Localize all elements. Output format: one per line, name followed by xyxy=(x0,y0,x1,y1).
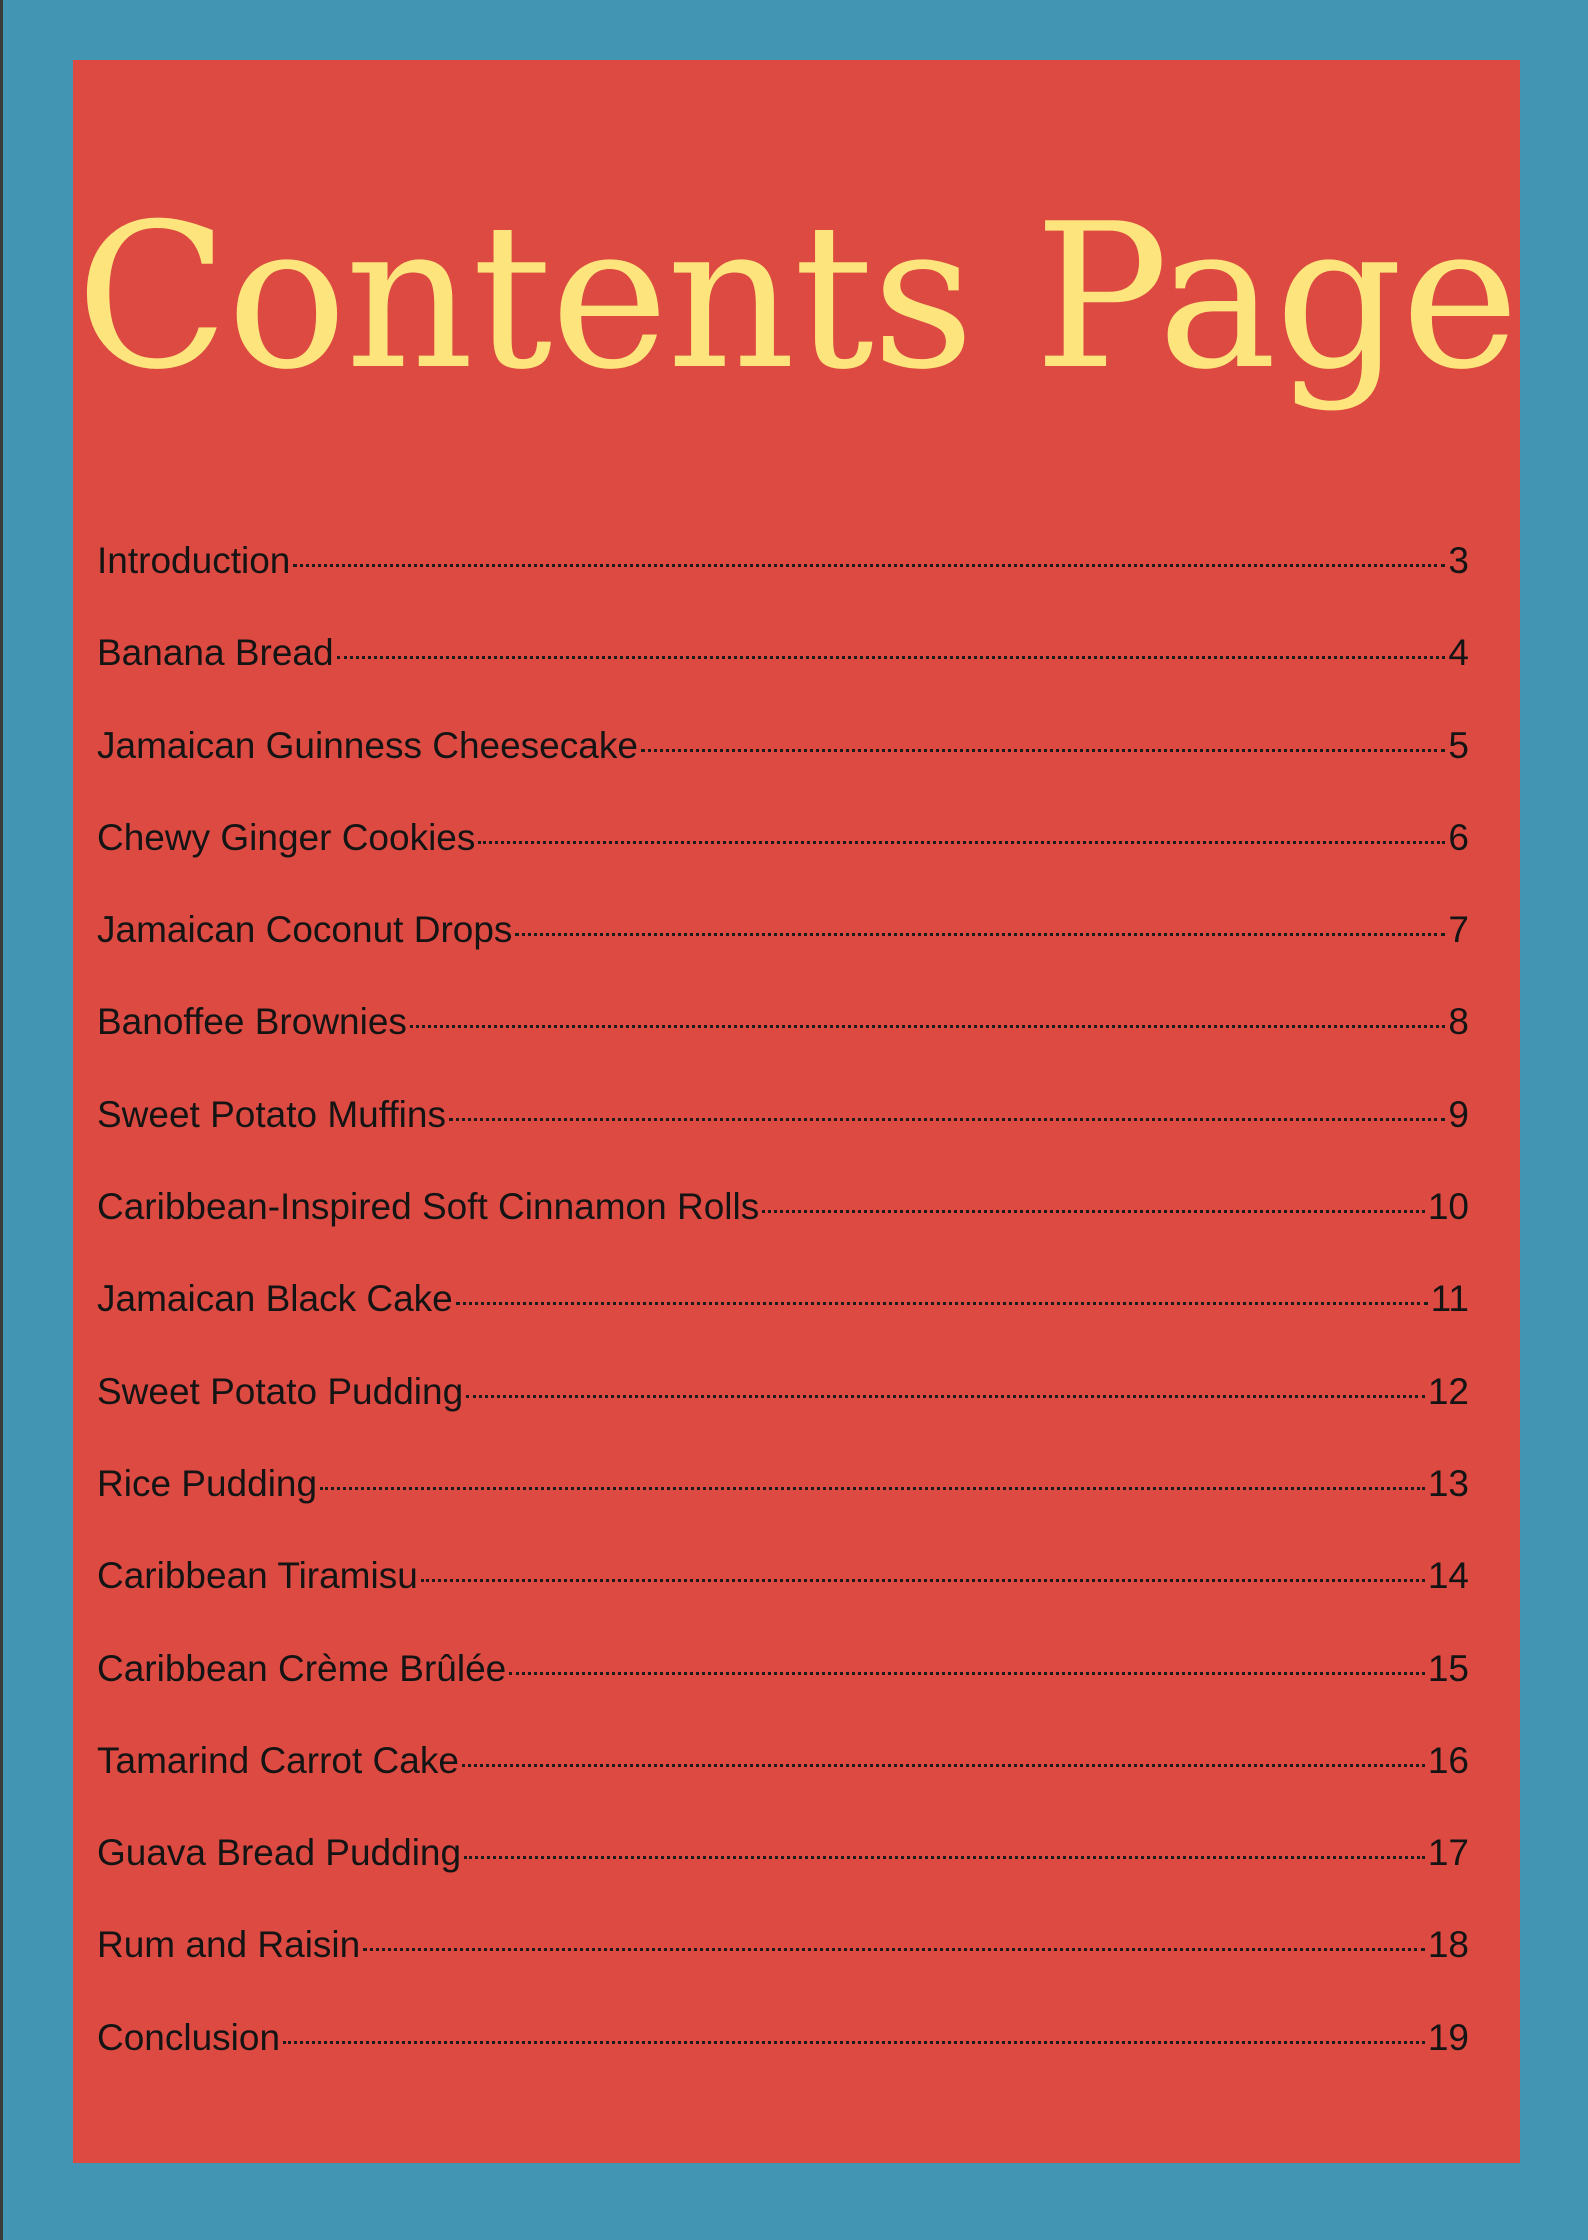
toc-dot-leader xyxy=(320,1487,1425,1490)
toc-dot-leader xyxy=(464,1856,1425,1859)
toc-entry-page: 12 xyxy=(1427,1370,1469,1412)
toc-entry-page: 6 xyxy=(1448,816,1469,858)
toc-entry[interactable] xyxy=(97,2017,1469,2109)
toc-dot-leader xyxy=(293,564,1445,567)
toc-entry-page: 17 xyxy=(1427,1832,1469,1874)
toc-entry-label: Conclusion xyxy=(97,2016,281,2058)
toc-entry[interactable] xyxy=(97,1832,1469,1924)
toc-dot-leader xyxy=(449,1118,1445,1121)
toc-entry[interactable] xyxy=(97,540,1469,632)
toc-dot-leader xyxy=(641,749,1446,752)
toc-entry-label: Jamaican Coconut Drops xyxy=(97,909,513,951)
toc-dot-leader xyxy=(456,1302,1428,1305)
toc-entry-page: 10 xyxy=(1427,1186,1469,1228)
toc-entry-page: 15 xyxy=(1427,1647,1469,1689)
toc-entry[interactable] xyxy=(97,1924,1469,2016)
toc-entry-label: Caribbean-Inspired Soft Cinnamon Rolls xyxy=(97,1186,760,1228)
toc-entry[interactable] xyxy=(97,909,1469,1001)
toc-entry[interactable] xyxy=(97,1094,1469,1186)
page-title: Contents Page xyxy=(75,181,1518,414)
toc-entry-label: Banana Bread xyxy=(97,632,334,674)
toc-dot-leader xyxy=(462,1764,1425,1767)
toc-entry-page: 3 xyxy=(1448,540,1469,581)
toc-entry-label: Guava Bread Pudding xyxy=(97,1832,462,1874)
toc-entry-page: 9 xyxy=(1448,1093,1469,1135)
toc-entry-label: Rice Pudding xyxy=(97,1462,318,1504)
toc-entry[interactable] xyxy=(97,1555,1469,1647)
toc-dot-leader xyxy=(283,2041,1425,2044)
toc-entry[interactable] xyxy=(97,725,1469,817)
toc-dot-leader xyxy=(363,1948,1425,1951)
toc-dot-leader xyxy=(421,1579,1425,1582)
toc-entry[interactable] xyxy=(97,1740,1469,1832)
toc-entry-page: 5 xyxy=(1448,724,1469,766)
toc-entry-label: Jamaican Black Cake xyxy=(97,1278,453,1320)
toc-dot-leader xyxy=(410,1025,1446,1028)
toc-entry-label: Sweet Potato Pudding xyxy=(97,1370,464,1412)
toc-entry-page: 14 xyxy=(1427,1555,1469,1597)
toc-dot-leader xyxy=(478,841,1445,844)
toc-dot-leader xyxy=(762,1210,1425,1213)
toc-entry-label: Caribbean Tiramisu xyxy=(97,1555,418,1597)
toc-entry-page: 8 xyxy=(1448,1001,1469,1043)
toc-entry-page: 11 xyxy=(1430,1278,1469,1320)
toc-dot-leader xyxy=(515,933,1445,936)
toc-entry-label: Banoffee Brownies xyxy=(97,1001,407,1043)
toc-entry-label: Jamaican Guinness Cheesecake xyxy=(97,724,638,766)
toc-entry[interactable] xyxy=(97,1463,1469,1555)
toc-entry-page: 7 xyxy=(1448,909,1469,951)
toc-entry-label: Tamarind Carrot Cake xyxy=(97,1739,459,1781)
contents-panel xyxy=(73,60,1520,2163)
toc-entry-page: 16 xyxy=(1427,1739,1469,1781)
toc-dot-leader xyxy=(466,1395,1425,1398)
toc-entry[interactable] xyxy=(97,1278,1469,1370)
toc-entry-label: Rum and Raisin xyxy=(97,1924,361,1966)
toc-entry-page: 18 xyxy=(1427,1924,1469,1966)
toc-dot-leader xyxy=(509,1672,1425,1675)
table-of-contents xyxy=(97,540,1469,2109)
toc-entry-label: Sweet Potato Muffins xyxy=(97,1093,446,1135)
toc-entry-label: Introduction xyxy=(97,540,291,581)
toc-entry-page: 13 xyxy=(1427,1462,1469,1504)
toc-entry[interactable] xyxy=(97,632,1469,724)
toc-entry[interactable] xyxy=(97,1371,1469,1463)
toc-entry-page: 19 xyxy=(1427,2016,1469,2058)
toc-dot-leader xyxy=(337,656,1446,659)
toc-entry[interactable] xyxy=(97,817,1469,909)
toc-entry[interactable] xyxy=(97,1001,1469,1093)
toc-entry-label: Chewy Ginger Cookies xyxy=(97,816,476,858)
toc-entry[interactable] xyxy=(97,1186,1469,1278)
toc-entry-label: Caribbean Crème Brûlée xyxy=(97,1647,507,1689)
page-left-edge xyxy=(0,0,3,2240)
toc-entry[interactable] xyxy=(97,1648,1469,1740)
toc-entry-page: 4 xyxy=(1448,632,1469,674)
